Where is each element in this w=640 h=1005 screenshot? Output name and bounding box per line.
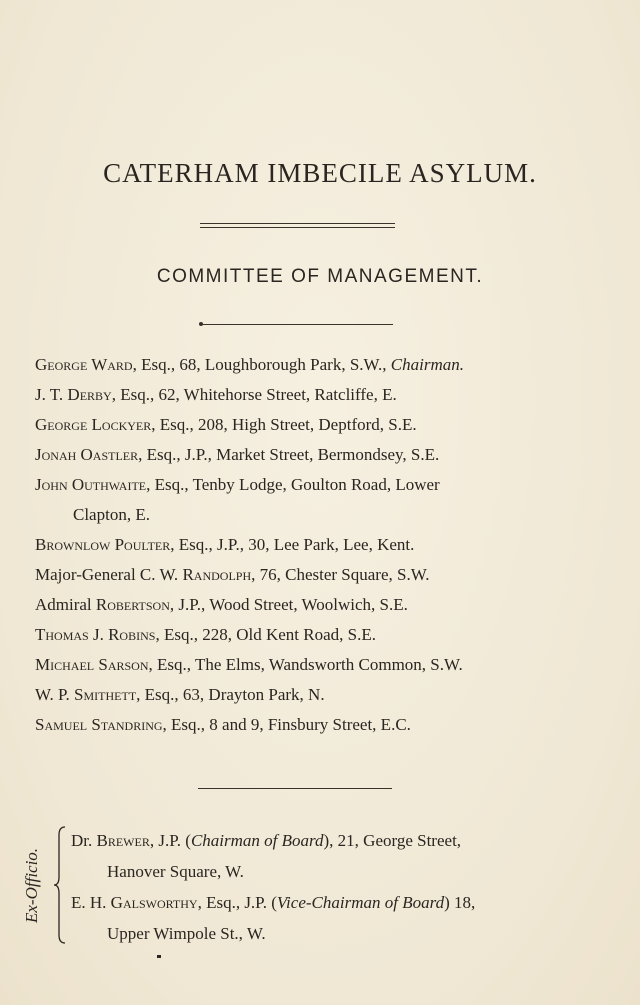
member-detail: , Esq., J.P., Market Street, Bermondsey, S.E.: [138, 445, 440, 464]
member-detail: ) 18,: [444, 893, 476, 912]
member-prefix: Admiral: [35, 595, 96, 614]
member-detail: , Esq., 62, Whitehorse Street, Ratcliffe, E.: [111, 385, 397, 404]
member-name: Samuel Standring: [35, 715, 163, 734]
member-name: Michael Sarson: [35, 655, 149, 674]
member-entry: [35, 470, 595, 500]
member-name: George Ward: [35, 355, 133, 374]
member-detail: ), 21, George Street,: [323, 831, 462, 850]
member-detail: , Esq., Tenby Lodge, Goulton Road, Lower: [146, 475, 440, 494]
member-entry: [35, 680, 595, 710]
member-entry: [35, 380, 595, 410]
member-role: Chairman of Board: [190, 831, 324, 850]
member-entry: [35, 710, 595, 740]
member-name: Thomas J. Robins: [35, 625, 156, 644]
member-detail: , Esq., The Elms, Wandsworth Common, S.W.: [148, 655, 463, 674]
member-name: Jonah Oastler: [35, 445, 139, 464]
member-entry: [35, 410, 595, 440]
member-name: George Lockyer: [35, 415, 152, 434]
member-entry: [35, 440, 595, 470]
member-name: Brewer: [96, 831, 150, 850]
single-rule-divider: [198, 788, 392, 789]
curly-brace-icon: [52, 825, 68, 945]
rule-line: [200, 324, 393, 325]
member-entry: [35, 350, 595, 380]
member-detail: , Esq., 8 and 9, Finsbury Street, E.C.: [162, 715, 411, 734]
member-role: Chairman.: [390, 355, 464, 374]
member-detail: , Esq., 228, Old Kent Road, S.E.: [155, 625, 376, 644]
double-rule-divider: [200, 223, 395, 228]
member-detail: , J.P., Wood Street, Woolwich, S.E.: [169, 595, 408, 614]
ornamental-rule-divider: [200, 322, 393, 328]
member-entry: [35, 620, 595, 650]
committee-member-list: [35, 350, 595, 740]
member-name: W. P. Smithett: [35, 685, 137, 704]
member-entry: [35, 530, 595, 560]
member-role: Vice-Chairman of Board: [276, 893, 445, 912]
member-entry-continuation: Clapton, E.: [73, 505, 150, 524]
member-entry: [35, 650, 595, 680]
member-prefix: Major-General C. W.: [35, 565, 183, 584]
member-detail: , Esq., 68, Loughborough Park, S.W.,: [132, 355, 391, 374]
member-detail: , Esq., J.P. (: [197, 893, 277, 912]
rule-dot: [199, 322, 203, 326]
member-name: Randolph: [182, 565, 252, 584]
member-detail: , Esq., 63, Drayton Park, N.: [136, 685, 325, 704]
member-prefix: Dr.: [71, 831, 97, 850]
ex-officio-entry-continuation: Upper Wimpole St., W.: [107, 924, 266, 943]
page-title: CATERHAM IMBECILE ASYLUM.: [103, 158, 537, 188]
member-name: Robertson: [95, 595, 170, 614]
member-prefix: E. H.: [71, 893, 111, 912]
member-name: John Outhwaite: [35, 475, 147, 494]
member-detail: , Esq., 208, High Street, Deptford, S.E.: [151, 415, 417, 434]
ex-officio-entry: [71, 887, 475, 918]
section-heading: COMMITTEE OF MANAGEMENT.: [156, 266, 484, 287]
printer-mark: [157, 955, 161, 958]
member-name: J. T. Derby: [35, 385, 112, 404]
member-detail: , 76, Chester Square, S.W.: [251, 565, 430, 584]
member-entry: [35, 560, 595, 590]
member-name: Galsworthy: [110, 893, 198, 912]
member-name: Brownlow Poulter: [35, 535, 171, 554]
member-entry: [35, 590, 595, 620]
member-detail: , J.P. (: [149, 831, 191, 850]
member-detail: , Esq., J.P., 30, Lee Park, Lee, Kent.: [170, 535, 415, 554]
ex-officio-list: [71, 825, 475, 949]
ex-officio-section: [0, 823, 640, 953]
ex-officio-entry: [71, 825, 475, 856]
ex-officio-entry-continuation: Hanover Square, W.: [107, 862, 244, 881]
ex-officio-label: Ex-Officio.: [22, 847, 41, 923]
